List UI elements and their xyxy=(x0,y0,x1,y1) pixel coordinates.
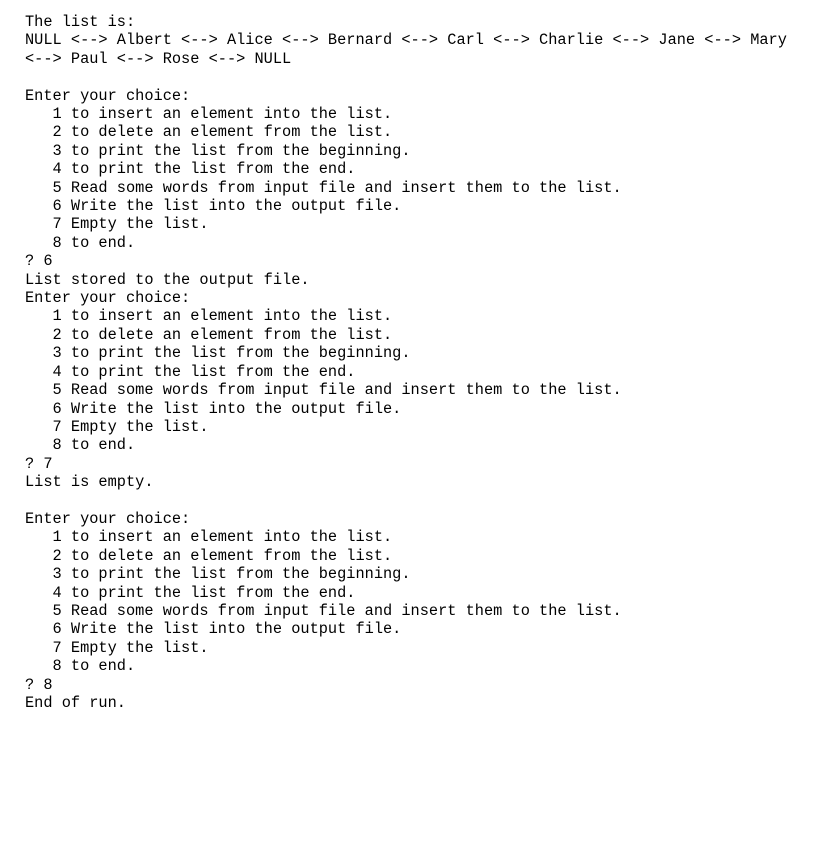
menu-item: 3 to print the list from the beginning. xyxy=(25,565,411,584)
menu-item: 2 to delete an element from the list. xyxy=(25,546,393,565)
menu-item: 4 to print the list from the end. xyxy=(25,160,356,179)
menu-item: 7 Empty the list. xyxy=(25,638,209,657)
menu-item: 1 to insert an element into the list. xyxy=(25,105,393,124)
menu-item: 5 Read some words from input file and insert them to the list. xyxy=(25,381,622,400)
menu-prompt: Enter your choice: xyxy=(25,289,191,308)
menu-item: 2 to delete an element from the list. xyxy=(25,325,393,344)
list-contents-line-2: <--> Paul <--> Rose <--> NULL xyxy=(25,49,292,68)
user-input: ? 7 xyxy=(25,454,53,473)
user-input: ? 6 xyxy=(25,252,53,271)
menu-item: 5 Read some words from input file and insert them to the list. xyxy=(25,601,622,620)
program-response: List is empty. xyxy=(25,473,154,492)
menu-item: 6 Write the list into the output file. xyxy=(25,399,402,418)
menu-item: 8 to end. xyxy=(25,436,136,455)
menu-item: 3 to print the list from the beginning. xyxy=(25,141,411,160)
user-input: ? 8 xyxy=(25,675,53,694)
menu-item: 6 Write the list into the output file. xyxy=(25,197,402,216)
menu-item: 7 Empty the list. xyxy=(25,417,209,436)
menu-item: 2 to delete an element from the list. xyxy=(25,123,393,142)
menu-item: 8 to end. xyxy=(25,233,136,252)
menu-item: 6 Write the list into the output file. xyxy=(25,620,402,639)
console-output xyxy=(25,13,815,712)
menu-item: 7 Empty the list. xyxy=(25,215,209,234)
menu-item: 1 to insert an element into the list. xyxy=(25,307,393,326)
menu-item: 5 Read some words from input file and insert them to the list. xyxy=(25,178,622,197)
menu-prompt: Enter your choice: xyxy=(25,86,191,105)
blank-line xyxy=(25,492,815,510)
menu-item: 4 to print the list from the end. xyxy=(25,362,356,381)
program-response: End of run. xyxy=(25,694,126,712)
menu-prompt: Enter your choice: xyxy=(25,509,191,528)
blank-line xyxy=(25,68,815,86)
menu-item: 3 to print the list from the beginning. xyxy=(25,344,411,363)
menu-item: 1 to insert an element into the list. xyxy=(25,528,393,547)
list-contents-line-1: NULL <--> Albert <--> Alice <--> Bernard <--> Carl <--> Charlie <--> Jane <--> Mary xyxy=(25,31,787,50)
program-response: List stored to the output file. xyxy=(25,270,310,289)
list-header: The list is: xyxy=(25,13,136,31)
menu-item: 8 to end. xyxy=(25,657,136,676)
menu-item: 4 to print the list from the end. xyxy=(25,583,356,602)
